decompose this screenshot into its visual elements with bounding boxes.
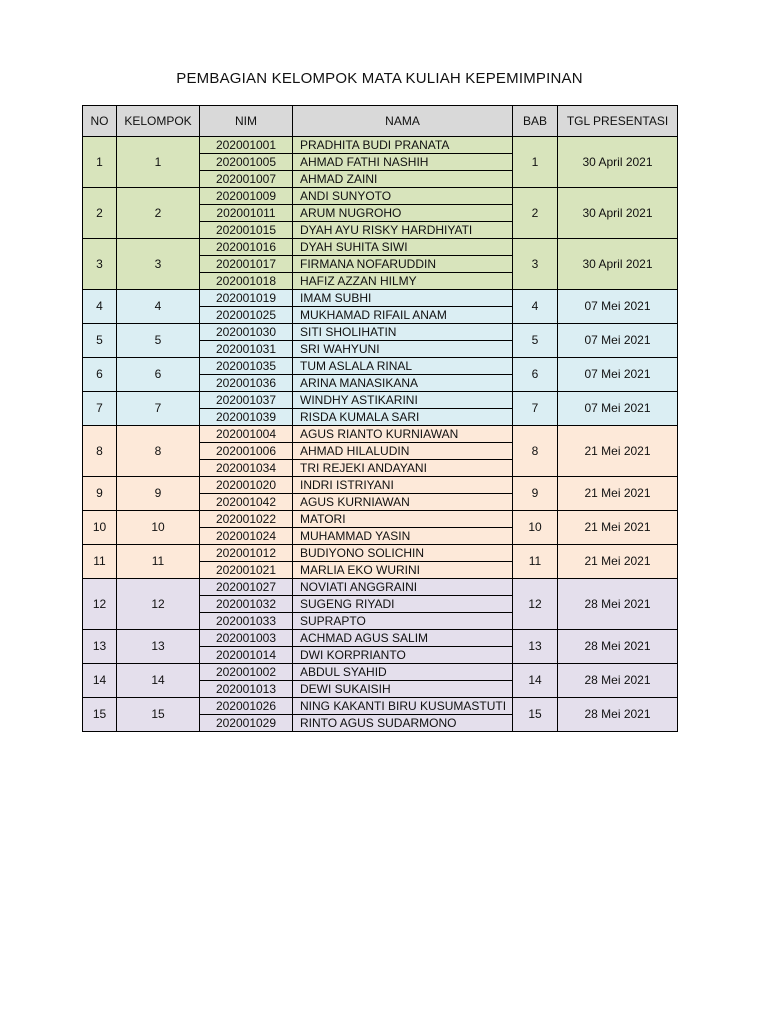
cell-nama: AHMAD FATHI NASHIH — [293, 154, 513, 171]
cell-kelompok: 9 — [117, 477, 200, 511]
cell-nim: 202001019 — [200, 290, 293, 307]
cell-nama: ARUM NUGROHO — [293, 205, 513, 222]
cell-tgl-presentasi: 28 Mei 2021 — [558, 698, 678, 732]
cell-tgl-presentasi: 21 Mei 2021 — [558, 511, 678, 545]
cell-nama: AGUS RIANTO KURNIAWAN — [293, 426, 513, 443]
cell-nama: DYAH AYU RISKY HARDHIYATI — [293, 222, 513, 239]
cell-nim: 202001013 — [200, 681, 293, 698]
cell-nim: 202001011 — [200, 205, 293, 222]
cell-no: 9 — [83, 477, 117, 511]
cell-nama: AHMAD ZAINI — [293, 171, 513, 188]
cell-no: 4 — [83, 290, 117, 324]
cell-tgl-presentasi: 21 Mei 2021 — [558, 477, 678, 511]
cell-nim: 202001001 — [200, 137, 293, 154]
cell-nim: 202001007 — [200, 171, 293, 188]
table-row — [83, 630, 678, 647]
header-no: NO — [83, 106, 117, 137]
cell-nama: SRI WAHYUNI — [293, 341, 513, 358]
cell-nim: 202001021 — [200, 562, 293, 579]
cell-kelompok: 7 — [117, 392, 200, 426]
cell-no: 7 — [83, 392, 117, 426]
cell-nama: ABDUL SYAHID — [293, 664, 513, 681]
cell-nama: INDRI ISTRIYANI — [293, 477, 513, 494]
cell-kelompok: 15 — [117, 698, 200, 732]
cell-nim: 202001030 — [200, 324, 293, 341]
cell-nama: MUKHAMAD RIFAIL ANAM — [293, 307, 513, 324]
header-kelompok: KELOMPOK — [117, 106, 200, 137]
cell-nim: 202001031 — [200, 341, 293, 358]
cell-tgl-presentasi: 21 Mei 2021 — [558, 426, 678, 477]
cell-bab: 10 — [513, 511, 558, 545]
header-nim: NIM — [200, 106, 293, 137]
cell-kelompok: 6 — [117, 358, 200, 392]
cell-no: 2 — [83, 188, 117, 239]
cell-no: 13 — [83, 630, 117, 664]
table-body — [83, 137, 678, 732]
cell-nim: 202001022 — [200, 511, 293, 528]
cell-no: 10 — [83, 511, 117, 545]
cell-bab: 11 — [513, 545, 558, 579]
cell-nama: BUDIYONO SOLICHIN — [293, 545, 513, 562]
cell-kelompok: 10 — [117, 511, 200, 545]
cell-bab: 1 — [513, 137, 558, 188]
cell-nim: 202001015 — [200, 222, 293, 239]
cell-nama: SUGENG RIYADI — [293, 596, 513, 613]
cell-nama: ANDI SUNYOTO — [293, 188, 513, 205]
cell-kelompok: 11 — [117, 545, 200, 579]
cell-bab: 9 — [513, 477, 558, 511]
cell-no: 15 — [83, 698, 117, 732]
table-row — [83, 664, 678, 681]
table-row — [83, 239, 678, 256]
cell-kelompok: 13 — [117, 630, 200, 664]
cell-no: 1 — [83, 137, 117, 188]
cell-bab: 5 — [513, 324, 558, 358]
cell-bab: 8 — [513, 426, 558, 477]
cell-bab: 13 — [513, 630, 558, 664]
cell-nim: 202001042 — [200, 494, 293, 511]
cell-tgl-presentasi: 07 Mei 2021 — [558, 392, 678, 426]
cell-bab: 2 — [513, 188, 558, 239]
table-row — [83, 137, 678, 154]
table-row — [83, 698, 678, 715]
cell-nim: 202001005 — [200, 154, 293, 171]
cell-nama: RISDA KUMALA SARI — [293, 409, 513, 426]
cell-nama: RINTO AGUS SUDARMONO — [293, 715, 513, 732]
table-row — [83, 579, 678, 596]
table-row — [83, 290, 678, 307]
cell-nama: HAFIZ AZZAN HILMY — [293, 273, 513, 290]
cell-nim: 202001006 — [200, 443, 293, 460]
cell-nim: 202001039 — [200, 409, 293, 426]
cell-bab: 4 — [513, 290, 558, 324]
table-row — [83, 477, 678, 494]
cell-tgl-presentasi: 28 Mei 2021 — [558, 630, 678, 664]
cell-bab: 3 — [513, 239, 558, 290]
cell-nama: IMAM SUBHI — [293, 290, 513, 307]
cell-tgl-presentasi: 07 Mei 2021 — [558, 290, 678, 324]
cell-nama: DWI KORPRIANTO — [293, 647, 513, 664]
cell-nim: 202001009 — [200, 188, 293, 205]
cell-kelompok: 2 — [117, 188, 200, 239]
cell-tgl-presentasi: 21 Mei 2021 — [558, 545, 678, 579]
cell-nim: 202001003 — [200, 630, 293, 647]
cell-nama: FIRMANA NOFARUDDIN — [293, 256, 513, 273]
cell-nim: 202001025 — [200, 307, 293, 324]
cell-tgl-presentasi: 30 April 2021 — [558, 239, 678, 290]
cell-nama: MUHAMMAD YASIN — [293, 528, 513, 545]
cell-no: 5 — [83, 324, 117, 358]
cell-nama: NOVIATI ANGGRAINI — [293, 579, 513, 596]
cell-tgl-presentasi: 28 Mei 2021 — [558, 664, 678, 698]
cell-bab: 12 — [513, 579, 558, 630]
cell-nim: 202001035 — [200, 358, 293, 375]
cell-kelompok: 4 — [117, 290, 200, 324]
table-row — [83, 358, 678, 375]
cell-nama: AHMAD HILALUDIN — [293, 443, 513, 460]
cell-nama: SITI SHOLIHATIN — [293, 324, 513, 341]
cell-nim: 202001026 — [200, 698, 293, 715]
cell-kelompok: 8 — [117, 426, 200, 477]
cell-tgl-presentasi: 28 Mei 2021 — [558, 579, 678, 630]
cell-nim: 202001036 — [200, 375, 293, 392]
cell-nim: 202001018 — [200, 273, 293, 290]
cell-tgl-presentasi: 07 Mei 2021 — [558, 358, 678, 392]
cell-nama: PRADHITA BUDI PRANATA — [293, 137, 513, 154]
cell-no: 14 — [83, 664, 117, 698]
cell-nim: 202001014 — [200, 647, 293, 664]
cell-kelompok: 3 — [117, 239, 200, 290]
cell-nama: ARINA MANASIKANA — [293, 375, 513, 392]
cell-tgl-presentasi: 07 Mei 2021 — [558, 324, 678, 358]
cell-nama: SUPRAPTO — [293, 613, 513, 630]
header-tgl-presentasi: TGL PRESENTASI — [558, 106, 678, 137]
cell-nim: 202001017 — [200, 256, 293, 273]
cell-no: 12 — [83, 579, 117, 630]
group-schedule-table — [82, 105, 678, 732]
cell-nama: MARLIA EKO WURINI — [293, 562, 513, 579]
cell-nim: 202001034 — [200, 460, 293, 477]
cell-nim: 202001033 — [200, 613, 293, 630]
cell-kelompok: 14 — [117, 664, 200, 698]
cell-nama: NING KAKANTI BIRU KUSUMASTUTI — [293, 698, 513, 715]
cell-nama: MATORI — [293, 511, 513, 528]
cell-nim: 202001004 — [200, 426, 293, 443]
cell-nama: DYAH SUHITA SIWI — [293, 239, 513, 256]
cell-no: 8 — [83, 426, 117, 477]
cell-nim: 202001020 — [200, 477, 293, 494]
cell-nim: 202001016 — [200, 239, 293, 256]
cell-tgl-presentasi: 30 April 2021 — [558, 137, 678, 188]
cell-nama: TRI REJEKI ANDAYANI — [293, 460, 513, 477]
header-nama: NAMA — [293, 106, 513, 137]
cell-bab: 14 — [513, 664, 558, 698]
table-row — [83, 511, 678, 528]
cell-nim: 202001002 — [200, 664, 293, 681]
cell-nim: 202001029 — [200, 715, 293, 732]
cell-nim: 202001032 — [200, 596, 293, 613]
cell-bab: 15 — [513, 698, 558, 732]
cell-nim: 202001012 — [200, 545, 293, 562]
cell-nama: ACHMAD AGUS SALIM — [293, 630, 513, 647]
cell-nama: DEWI SUKAISIH — [293, 681, 513, 698]
table-row — [83, 188, 678, 205]
cell-nama: AGUS KURNIAWAN — [293, 494, 513, 511]
table-row — [83, 545, 678, 562]
cell-nama: TUM ASLALA RINAL — [293, 358, 513, 375]
cell-nim: 202001037 — [200, 392, 293, 409]
cell-tgl-presentasi: 30 April 2021 — [558, 188, 678, 239]
table-row — [83, 426, 678, 443]
cell-nama: WINDHY ASTIKARINI — [293, 392, 513, 409]
cell-no: 3 — [83, 239, 117, 290]
cell-kelompok: 1 — [117, 137, 200, 188]
table-header-row — [83, 106, 678, 137]
cell-bab: 7 — [513, 392, 558, 426]
cell-kelompok: 5 — [117, 324, 200, 358]
cell-kelompok: 12 — [117, 579, 200, 630]
table-row — [83, 324, 678, 341]
cell-no: 11 — [83, 545, 117, 579]
cell-bab: 6 — [513, 358, 558, 392]
cell-nim: 202001027 — [200, 579, 293, 596]
cell-nim: 202001024 — [200, 528, 293, 545]
header-bab: BAB — [513, 106, 558, 137]
document-title: PEMBAGIAN KELOMPOK MATA KULIAH KEPEMIMPINAN — [176, 70, 583, 87]
table-row — [83, 392, 678, 409]
cell-no: 6 — [83, 358, 117, 392]
